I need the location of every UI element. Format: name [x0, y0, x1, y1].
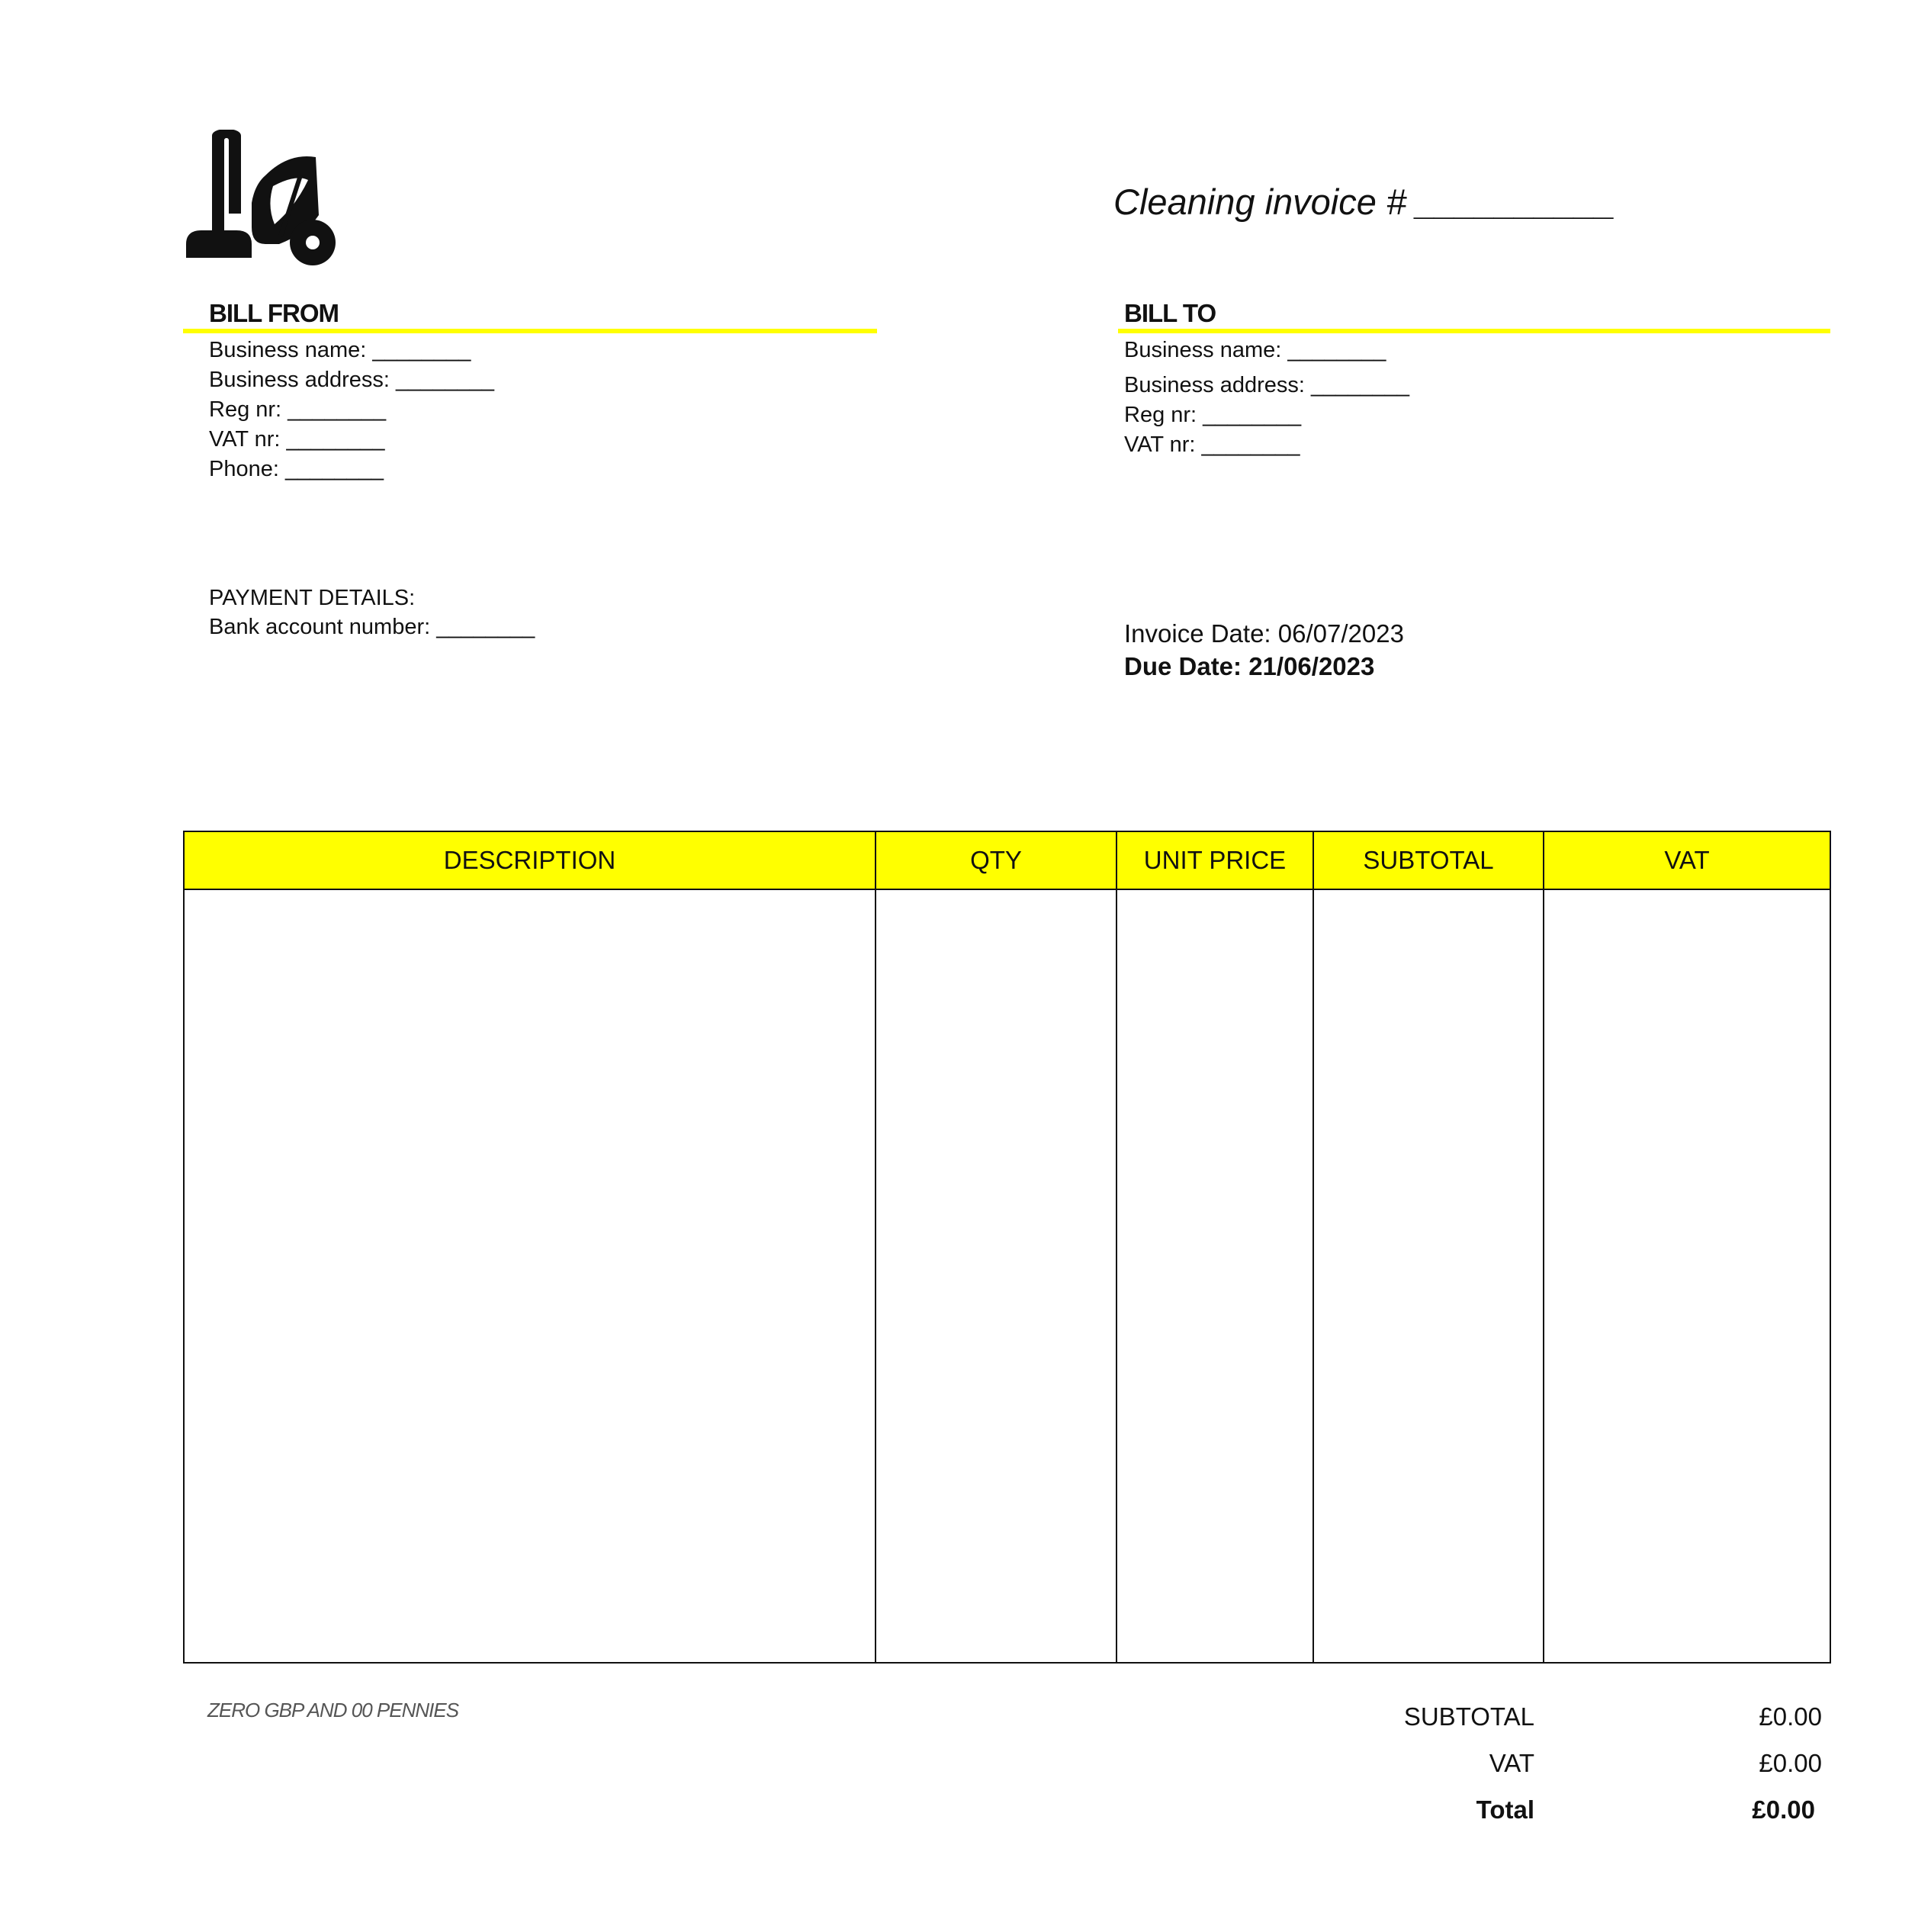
- bill-to-vat-nr: VAT nr: ________: [1124, 432, 1300, 457]
- subtotal-label: SUBTOTAL: [1403, 1702, 1534, 1731]
- description-cell[interactable]: [184, 889, 876, 1663]
- bill-to-rule: [1118, 329, 1830, 333]
- invoice-date: Invoice Date: 06/07/2023: [1124, 619, 1404, 648]
- vat-value: £0.00: [1759, 1749, 1822, 1777]
- bill-from-business-name: Business name: ________: [209, 338, 471, 362]
- total-label: Total: [1476, 1795, 1534, 1824]
- vacuum-cleaner-icon: [182, 130, 338, 273]
- bill-from-heading: BILL FROM: [209, 299, 339, 327]
- column-header-qty: QTY: [876, 831, 1117, 889]
- table-row: [184, 889, 1830, 1663]
- qty-cell[interactable]: [876, 889, 1117, 1663]
- line-items-table: [183, 831, 1831, 1664]
- amount-in-words: ZERO GBP AND 00 PENNIES: [207, 1699, 459, 1721]
- bill-to-heading: BILL TO: [1124, 299, 1216, 327]
- invoice-title: Cleaning invoice # __________: [1113, 182, 1616, 222]
- bill-from-vat-nr: VAT nr: ________: [209, 427, 385, 452]
- total-value: £0.00: [1752, 1795, 1815, 1824]
- bill-to-reg-nr: Reg nr: ________: [1124, 403, 1302, 427]
- due-date: Due Date: 21/06/2023: [1124, 652, 1375, 680]
- payment-details-heading: PAYMENT DETAILS:: [209, 586, 416, 610]
- bank-account-number: Bank account number: ________: [209, 615, 535, 639]
- bill-from-business-address: Business address: ________: [209, 368, 495, 392]
- table-header-row: [184, 831, 1830, 889]
- column-header-subtotal: SUBTOTAL: [1313, 831, 1544, 889]
- vat-cell[interactable]: [1544, 889, 1830, 1663]
- subtotal-cell[interactable]: [1313, 889, 1544, 1663]
- bill-from-reg-nr: Reg nr: ________: [209, 397, 387, 422]
- unit-price-cell[interactable]: [1117, 889, 1313, 1663]
- subtotal-value: £0.00: [1759, 1702, 1822, 1731]
- column-header-description: DESCRIPTION: [184, 831, 876, 889]
- column-header-unit-price: UNIT PRICE: [1117, 831, 1313, 889]
- vat-label: VAT: [1489, 1749, 1534, 1777]
- column-header-vat: VAT: [1544, 831, 1830, 889]
- bill-to-business-name: Business name: ________: [1124, 338, 1386, 362]
- bill-from-phone: Phone: ________: [209, 457, 384, 481]
- bill-to-business-address: Business address: ________: [1124, 373, 1410, 397]
- bill-from-rule: [183, 329, 877, 333]
